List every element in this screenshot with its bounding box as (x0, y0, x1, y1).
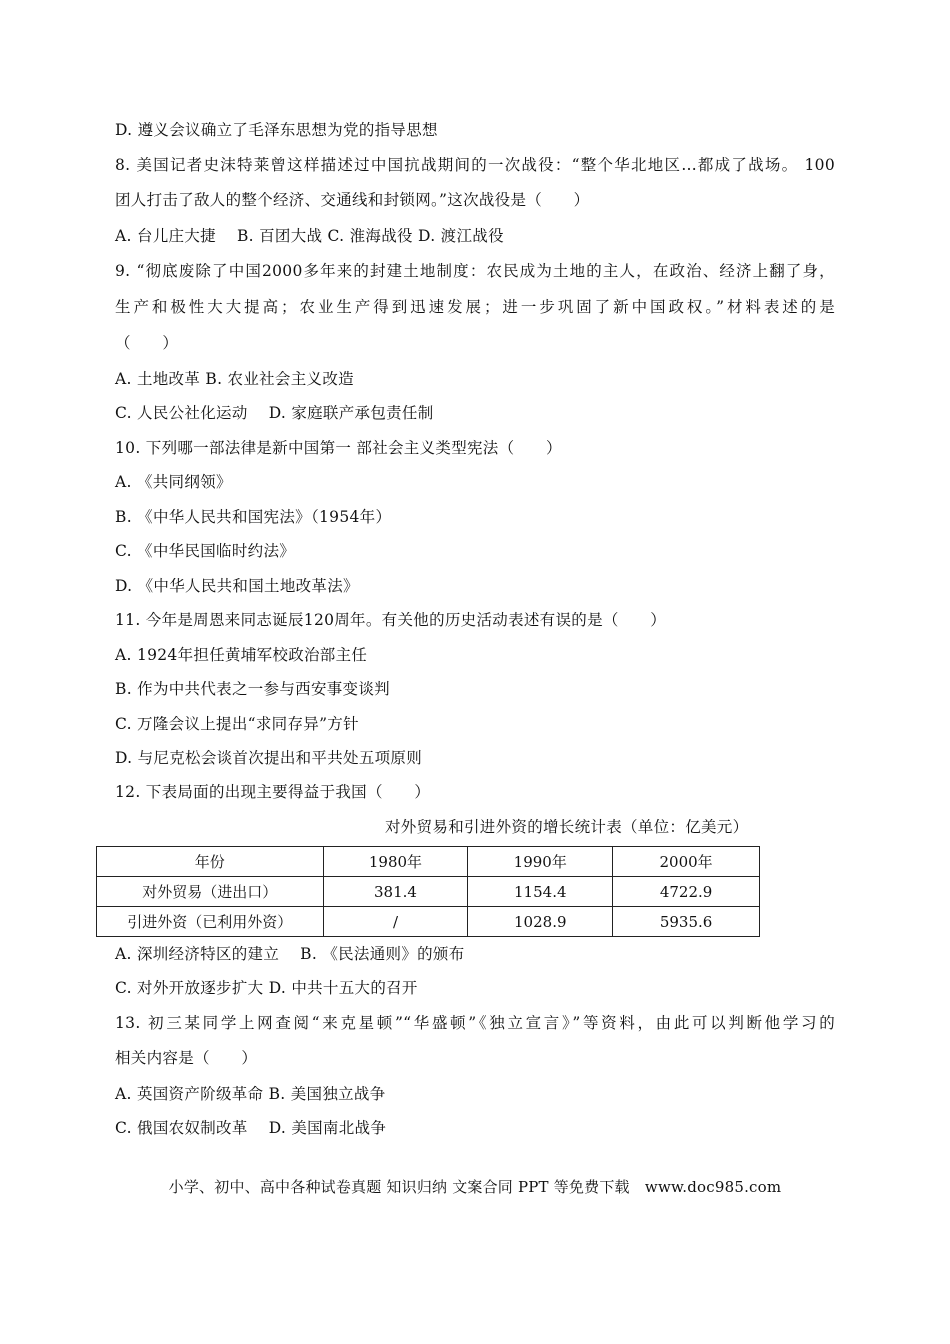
question-12-options-cd: C. 对外开放逐步扩大 D. 中共十五大的召开 (115, 979, 418, 997)
table-header-cell: 年份 (97, 847, 324, 877)
question-12-options-ab: A. 深圳经济特区的建立 B. 《民法通则》的颁布 (115, 945, 465, 963)
table-row (97, 907, 760, 937)
table-cell: / (323, 907, 468, 937)
question-9-line-1: 9. “彻底废除了中国2000多年来的封建土地制度：农民成为土地的主人，在政治、经济上翻了身， (115, 262, 835, 280)
table-cell: 1028.9 (468, 907, 613, 937)
table-header-cell: 2000年 (613, 847, 760, 877)
table-title: 对外贸易和引进外资的增长统计表（单位：亿美元） (385, 818, 749, 836)
table-cell: 5935.6 (613, 907, 760, 937)
question-11-option-c: C. 万隆会议上提出“求同存异”方针 (115, 715, 359, 733)
question-9-line-2: 生产和极性大大提高；农业生产得到迅速发展；进一步巩固了新中国政权。”材料表述的是 (115, 298, 835, 316)
question-10-option-d: D. 《中华人民共和国土地改革法》 (115, 577, 359, 595)
table-cell: 4722.9 (613, 877, 760, 907)
table-cell: 引进外资（已利用外资） (97, 907, 324, 937)
question-11-option-d: D. 与尼克松会谈首次提出和平共处五项原则 (115, 749, 423, 767)
question-9-options-ab: A. 土地改革 B. 农业社会主义改造 (115, 370, 354, 388)
question-8-line-2: 团人打击了敌人的整个经济、交通线和封锁网。”这次战役是（ ） (115, 191, 590, 209)
page-footer: 小学、初中、高中各种试卷真题 知识归纳 文案合同 PPT 等免费下载 www.doc985.com (168, 1178, 782, 1196)
question-8-line-1: 8. 美国记者史沫特莱曾这样描述过中国抗战期间的一次战役：“整个华北地区…都成了战场。 100 (115, 156, 835, 174)
question-10: 10. 下列哪一部法律是新中国第一 部社会主义类型宪法（ ） (115, 439, 562, 457)
table-cell: 381.4 (323, 877, 468, 907)
stats-table (96, 846, 760, 937)
question-8-options: A. 台儿庄大捷 B. 百团大战 C. 淮海战役 D. 渡江战役 (115, 227, 504, 245)
table-header-row (97, 847, 760, 877)
table-cell: 对外贸易（进出口） (97, 877, 324, 907)
question-13-options-ab: A. 英国资产阶级革命 B. 美国独立战争 (115, 1085, 386, 1103)
table-header-cell: 1980年 (323, 847, 468, 877)
question-11-option-a: A. 1924年担任黄埔军校政治部主任 (115, 646, 368, 664)
option-7d: D. 遵义会议确立了毛泽东思想为党的指导思想 (115, 121, 438, 139)
question-10-option-b: B. 《中华人民共和国宪法》（1954年） (115, 508, 392, 526)
question-10-option-a: A. 《共同纲领》 (115, 473, 232, 491)
question-13-options-cd: C. 俄国农奴制改革 D. 美国南北战争 (115, 1119, 387, 1137)
question-13-line-2: 相关内容是（ ） (115, 1049, 258, 1067)
question-13-line-1: 13. 初三某同学上网查阅“来克星顿”“华盛顿”《独立宣言》”等资料，由此可以判断他学习的 (115, 1014, 835, 1032)
question-11: 11. 今年是周恩来同志诞辰120周年。有关他的历史活动表述有误的是（ ） (115, 611, 667, 629)
question-9-line-3: （ ） (115, 334, 179, 352)
table-header-cell: 1990年 (468, 847, 613, 877)
table-row (97, 877, 760, 907)
question-12: 12. 下表局面的出现主要得益于我国（ ） (115, 783, 431, 801)
table-cell: 1154.4 (468, 877, 613, 907)
question-10-option-c: C. 《中华民国临时约法》 (115, 542, 296, 560)
question-11-option-b: B. 作为中共代表之一参与西安事变谈判 (115, 680, 390, 698)
question-9-options-cd: C. 人民公社化运动 D. 家庭联产承包责任制 (115, 404, 434, 422)
